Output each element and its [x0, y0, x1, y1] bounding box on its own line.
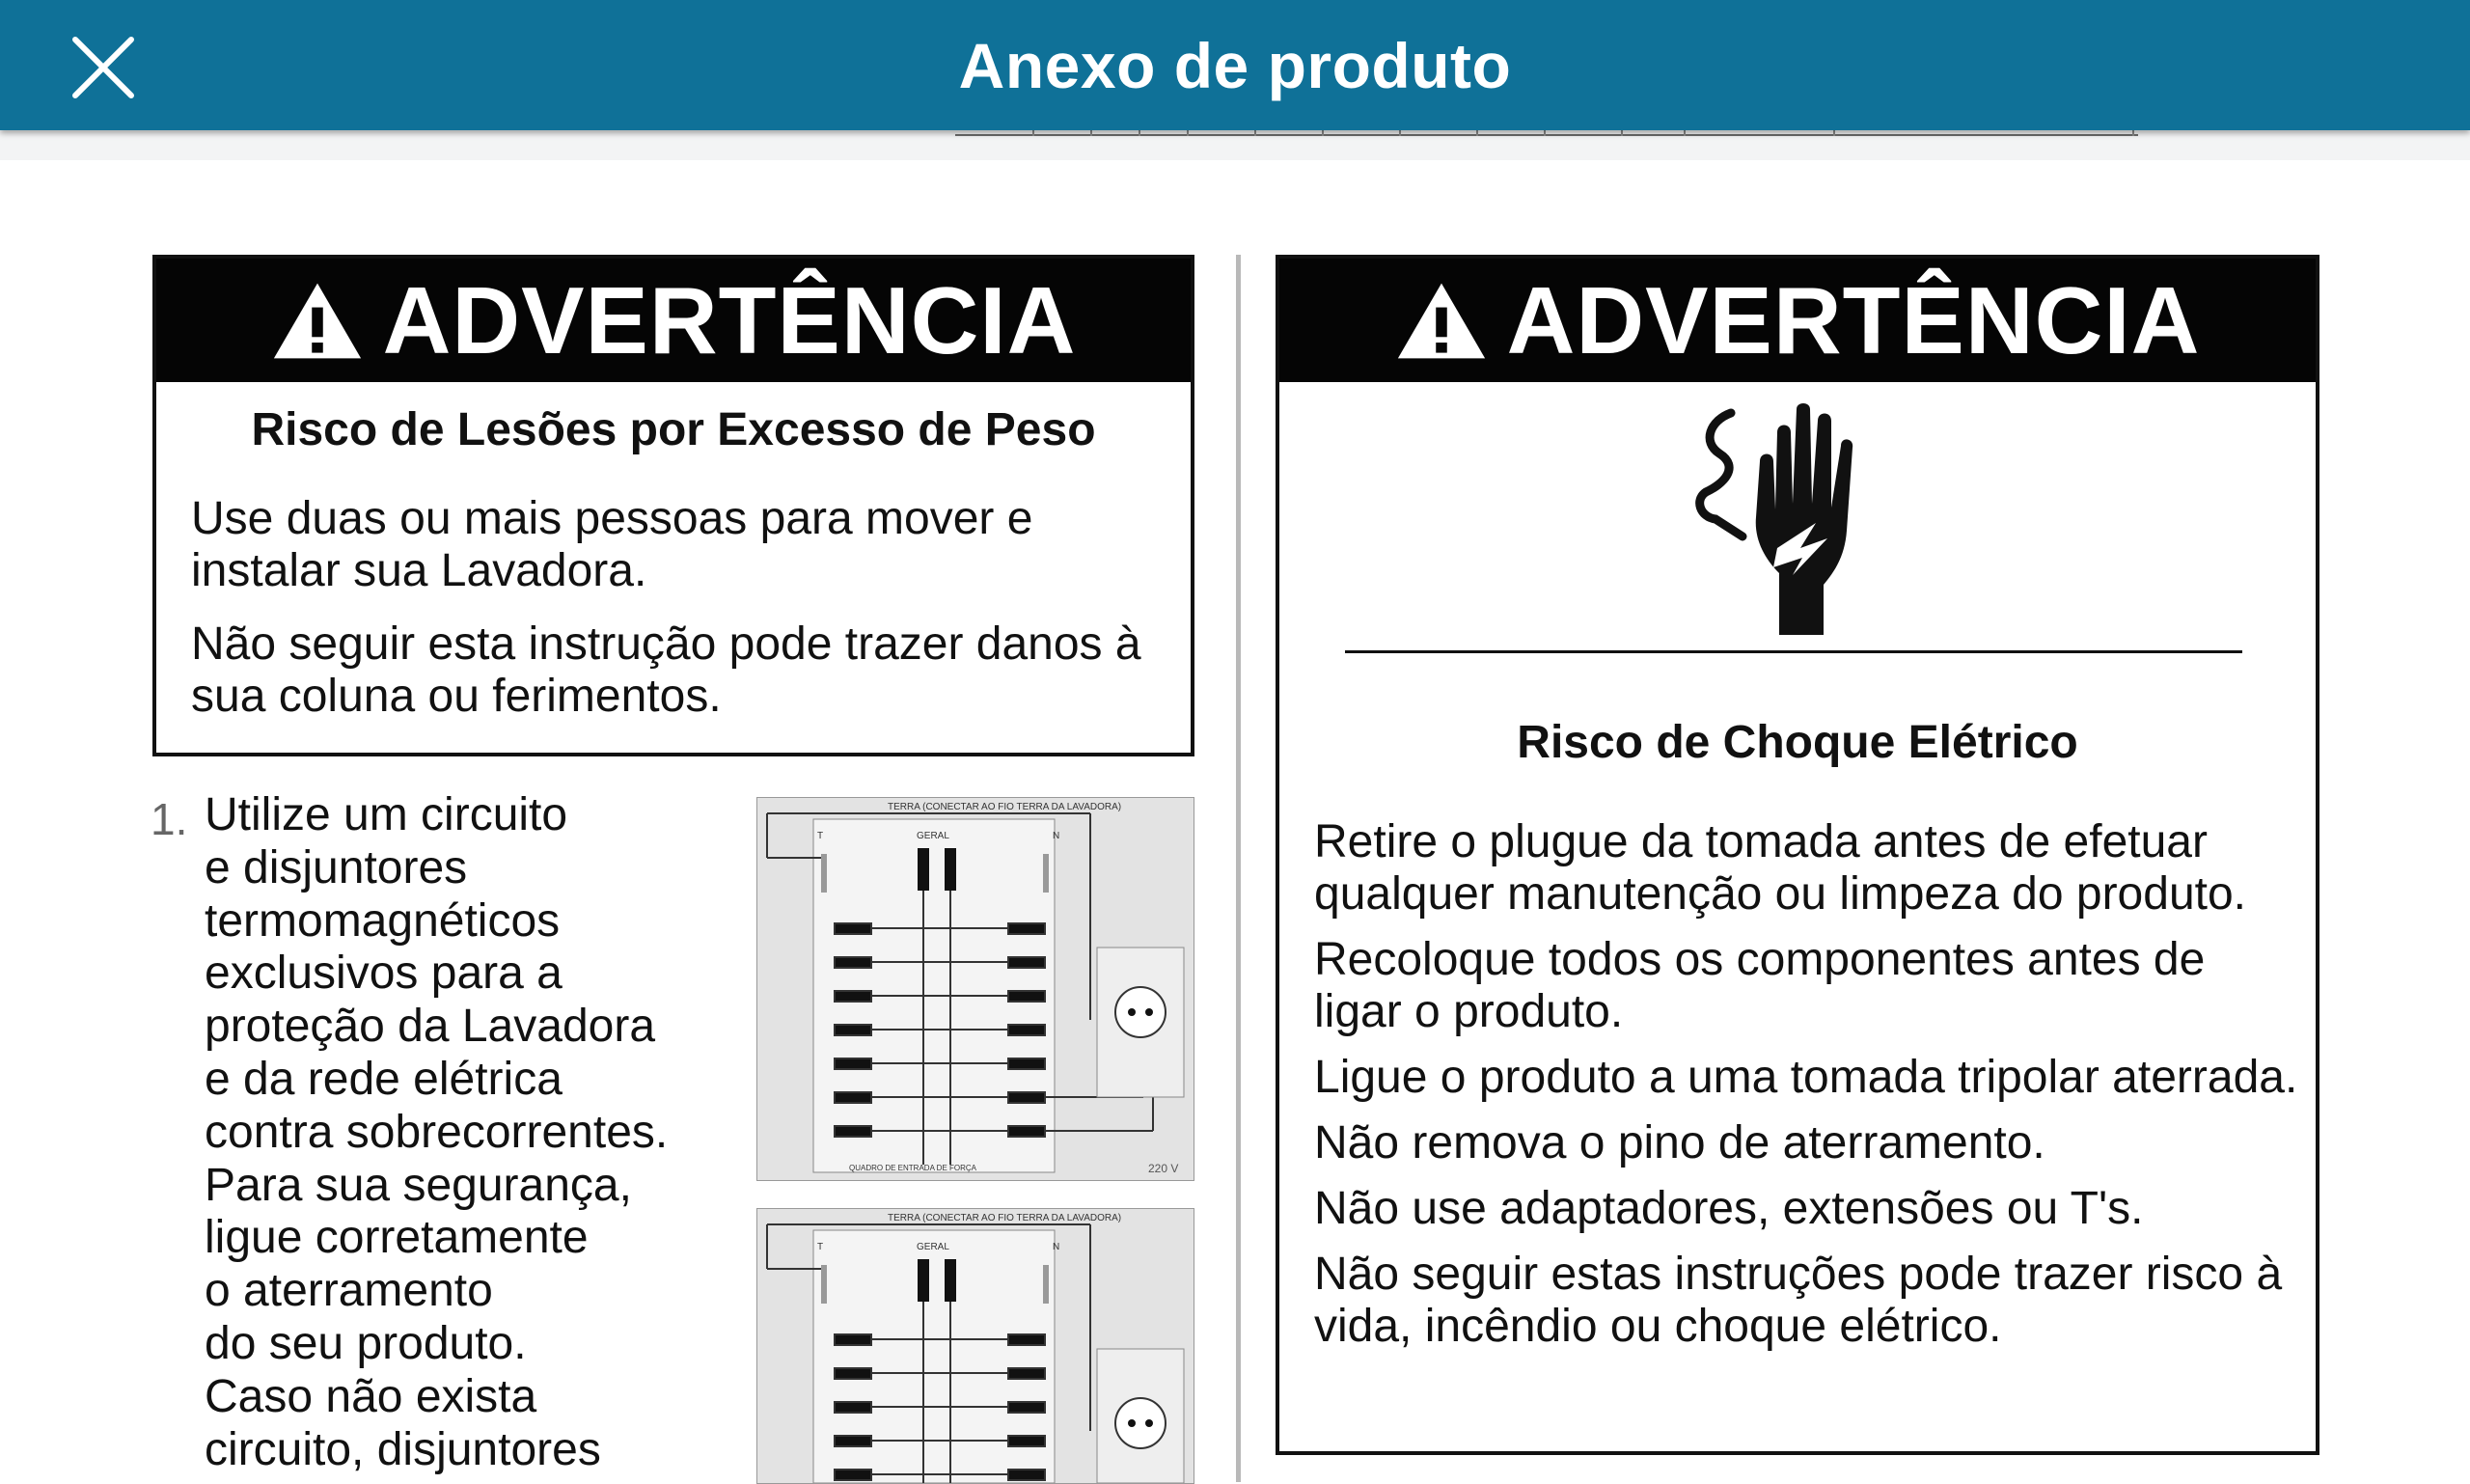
- warning-header: [1279, 259, 2316, 382]
- diagram-t-label: T: [817, 831, 824, 841]
- diagram-n-label: N: [1053, 831, 1060, 841]
- top-bar: [0, 0, 2470, 130]
- document-table-edge: [955, 134, 2138, 136]
- document-page[interactable]: [0, 160, 2470, 1482]
- warning-subtitle: Risco de Lesões por Excesso de Peso: [251, 404, 1096, 455]
- diagram-bottom-label: QUADRO DE ENTRADA DE FORÇA: [849, 1164, 977, 1172]
- warning-paragraph: Recoloque todos os componentes antes de ligar o produto.: [1314, 934, 2206, 1037]
- diagram-voltage-label: 220 V: [1148, 1162, 1179, 1175]
- warning-paragraph: Retire o plugue da tomada antes de efetuar qualquer manutenção ou limpeza do produto.: [1314, 816, 2246, 920]
- diagram-geral-label: GERAL: [917, 831, 949, 841]
- electric-shock-hand-icon: [1692, 403, 1914, 635]
- warning-triangle-icon: [1395, 279, 1488, 362]
- icon-divider-line: [1345, 650, 2242, 653]
- warning-paragraph: Ligue o produto a uma tomada tripolar aterrada.: [1314, 1052, 2298, 1103]
- warning-heading: ADVERTÊNCIA: [382, 266, 1077, 373]
- diagram-n-label: N: [1053, 1242, 1060, 1252]
- step-number: 1.: [151, 794, 188, 844]
- diagram-top-label: TERRA (CONECTAR AO FIO TERRA DA LAVADORA): [888, 802, 1122, 812]
- breaker-diagram-2: [756, 1208, 1194, 1484]
- warning-paragraph: Não seguir estas instruções pode trazer risco à vida, incêndio ou choque elétrico.: [1314, 1249, 2283, 1352]
- warning-heading: ADVERTÊNCIA: [1506, 266, 2201, 373]
- warning-triangle-icon: [271, 279, 364, 362]
- weight-warning-box: [152, 255, 1194, 756]
- column-divider: [1236, 255, 1241, 1482]
- warning-paragraph: Não seguir esta instrução pode trazer danos à sua coluna ou ferimentos.: [191, 618, 1141, 722]
- warning-instructions: [1314, 816, 2298, 1366]
- diagram-top-label: TERRA (CONECTAR AO FIO TERRA DA LAVADORA): [888, 1213, 1122, 1223]
- close-icon: [69, 34, 137, 101]
- warning-paragraph: Use duas ou mais pessoas para mover e instalar sua Lavadora.: [191, 493, 1033, 596]
- warning-paragraph: Não remova o pino de aterramento.: [1314, 1117, 2045, 1168]
- breaker-diagram-220v: [756, 797, 1194, 1181]
- diagram-t-label: T: [817, 1242, 824, 1252]
- diagram-geral-label: GERAL: [917, 1242, 949, 1252]
- warning-paragraph: Não use adaptadores, extensões ou T's.: [1314, 1183, 2144, 1234]
- step-text: Utilize um circuito e disjuntores termomagnéticos exclusivos para a proteção da Lavadora e da rede elétrica contra sobrecorrentes. Para sua segurança, ligue corretamente o aterramento do seu produto. Caso não exista circuito, disjuntores: [205, 789, 669, 1475]
- warning-header: [156, 259, 1191, 382]
- warning-subtitle: Risco de Choque Elétrico: [1517, 717, 2078, 768]
- page-title: Anexo de produto: [958, 29, 1512, 101]
- shock-warning-box: [1276, 255, 2319, 1455]
- close-button[interactable]: [69, 34, 137, 101]
